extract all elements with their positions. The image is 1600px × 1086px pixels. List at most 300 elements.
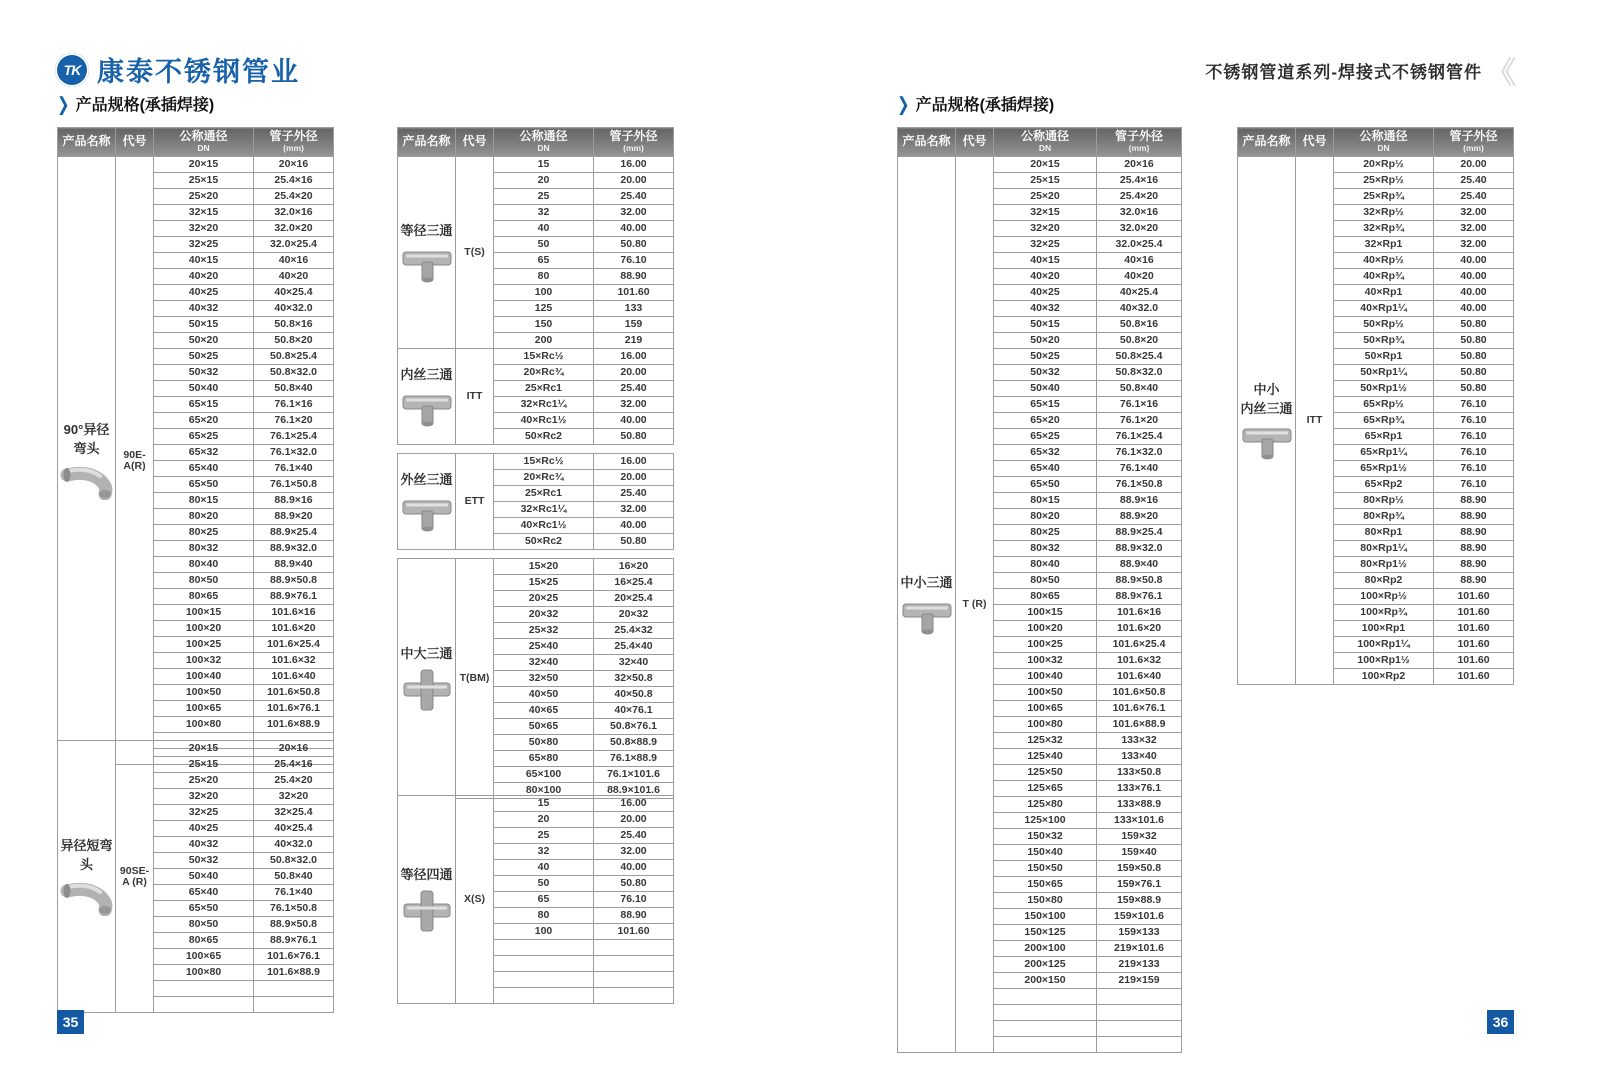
od-cell: 101.6×88.9 [254,965,334,981]
od-cell: 32.00 [1434,221,1514,237]
spec-table [397,348,674,445]
dn-cell: 80×Rp2 [1334,573,1434,589]
dn-cell: 32×50 [494,671,594,687]
dn-cell: 32×40 [494,655,594,671]
od-cell: 76.1×50.8 [254,477,334,493]
dn-cell: 40×25 [154,821,254,837]
dn-cell: 200×125 [994,957,1097,973]
dn-cell: 100×80 [154,717,254,733]
section-title-right: 产品规格(承插焊接) [915,97,1055,114]
od-cell: 40×32.0 [254,837,334,853]
od-cell: 88.9×50.8 [254,573,334,589]
dn-cell: 50×Rp¾ [1334,333,1434,349]
table-row [58,741,334,757]
dn-cell: 100×50 [994,685,1097,701]
od-cell: 40×20 [1097,269,1182,285]
od-cell: 88.9×76.1 [1097,589,1182,605]
od-cell: 40×32.0 [1097,301,1182,317]
table-row [398,454,674,470]
col-code: 代号 [956,128,994,157]
dn-cell: 80×100 [494,783,594,799]
od-cell: 88.9×16 [1097,493,1182,509]
od-cell: 50.8×20 [254,333,334,349]
dn-cell: 65×25 [994,429,1097,445]
dn-cell: 100×80 [154,965,254,981]
dn-cell: 150×80 [994,893,1097,909]
product-name: 中小三通 [900,575,953,591]
od-cell: 76.10 [1434,445,1514,461]
dn-cell: 20×15 [154,157,254,173]
od-cell: 101.6×76.1 [254,949,334,965]
od-cell: 25.40 [594,486,674,502]
brand-name: 康泰不锈钢管业 [97,57,300,87]
od-cell: 25.4×16 [254,757,334,773]
dn-cell: 80×65 [154,589,254,605]
product-name: 等径四通 [400,867,453,883]
od-cell: 88.9×20 [1097,509,1182,525]
dn-cell: 65×50 [154,477,254,493]
dn-cell: 40×32 [154,301,254,317]
dn-cell: 150×100 [994,909,1097,925]
od-cell: 101.60 [1434,605,1514,621]
od-cell: 50.8×20 [1097,333,1182,349]
od-cell: 50.80 [594,237,674,253]
dn-cell: 25×40 [494,639,594,655]
od-cell: 76.10 [1434,429,1514,445]
dn-cell: 80×50 [154,917,254,933]
product-name-cell [1238,157,1296,685]
dn-cell: 200×100 [994,941,1097,957]
series-title: 不锈钢管道系列-焊接式不锈钢管件 [1205,63,1482,82]
od-cell: 50.8×32.0 [1097,365,1182,381]
od-cell [594,956,674,972]
dn-cell: 100×25 [994,637,1097,653]
dn-cell: 100×Rp1 [1334,621,1434,637]
od-cell: 50.8×32.0 [254,853,334,869]
dn-cell: 32 [494,844,594,860]
od-cell: 133 [594,301,674,317]
dn-cell: 100×65 [154,701,254,717]
od-cell: 40×16 [1097,253,1182,269]
od-cell: 40×25.4 [1097,285,1182,301]
dn-cell: 125×32 [994,733,1097,749]
od-cell: 20×16 [1097,157,1182,173]
od-cell: 101.6×88.9 [254,717,334,733]
product-name-cell [398,454,456,550]
od-cell: 16×25.4 [594,575,674,591]
dn-cell: 80 [494,908,594,924]
od-cell: 32.00 [1434,237,1514,253]
od-cell: 50.80 [594,534,674,550]
dn-cell: 25×32 [494,623,594,639]
od-cell: 16.00 [594,796,674,812]
od-cell: 20.00 [594,812,674,828]
dn-cell: 125×65 [994,781,1097,797]
od-cell: 32×40 [594,655,674,671]
dn-cell: 65×40 [154,461,254,477]
dn-cell: 100×Rp1¼ [1334,637,1434,653]
od-cell: 88.90 [594,269,674,285]
section-header-left [57,92,214,115]
dn-cell: 100×15 [994,605,1097,621]
dn-cell: 20 [494,812,594,828]
od-cell: 76.1×50.8 [1097,477,1182,493]
od-cell: 25.4×40 [594,639,674,655]
table-row [898,157,1182,173]
dn-cell: 25 [494,828,594,844]
dn-cell: 20×32 [494,607,594,623]
dn-cell [494,956,594,972]
dn-cell: 50×Rc2 [494,534,594,550]
od-cell: 88.9×25.4 [1097,525,1182,541]
od-cell: 88.9×50.8 [254,917,334,933]
od-cell: 101.6×76.1 [254,701,334,717]
table-row [398,796,674,812]
dn-cell: 32×20 [994,221,1097,237]
dn-cell: 25×Rc1 [494,381,594,397]
od-cell: 76.1×40 [1097,461,1182,477]
product-name-cell [398,796,456,1004]
od-cell: 101.60 [1434,637,1514,653]
od-cell: 76.10 [1434,397,1514,413]
brand-badge-icon: TK [55,53,89,87]
dn-cell: 25×15 [154,173,254,189]
col-od: 管子外径 (mm) [1097,128,1182,157]
product-name: 中小 内丝三通 [1240,382,1293,416]
dn-cell: 32×25 [154,805,254,821]
od-cell: 50.8×32.0 [254,365,334,381]
od-cell: 20×16 [254,157,334,173]
od-cell: 133×40 [1097,749,1182,765]
product-name-cell [58,157,116,765]
dn-cell: 80×20 [994,509,1097,525]
od-cell: 159×40 [1097,845,1182,861]
table-mid-small-tee [897,127,1181,1053]
od-cell: 40.00 [1434,269,1514,285]
col-product-name: 产品名称 [398,128,456,157]
dn-cell: 80×65 [154,933,254,949]
product-name: 外丝三通 [400,472,453,488]
od-cell: 101.6×20 [254,621,334,637]
brand-logo [55,50,300,89]
od-cell: 20×25.4 [594,591,674,607]
dn-cell: 32×20 [154,221,254,237]
od-cell: 32.00 [594,205,674,221]
od-cell: 101.6×20 [1097,621,1182,637]
od-cell: 159×50.8 [1097,861,1182,877]
dn-cell [494,972,594,988]
dn-cell: 200 [494,333,594,349]
product-name-cell [398,157,456,349]
dn-cell: 32×Rp1 [1334,237,1434,253]
dn-cell: 20×15 [154,741,254,757]
dn-cell: 100×Rp1½ [1334,653,1434,669]
product-code-cell: X(S) [456,796,494,1004]
od-cell: 16×20 [594,559,674,575]
od-cell: 76.10 [1434,477,1514,493]
od-cell: 101.6×40 [1097,669,1182,685]
column-header-row [1238,128,1514,157]
table-90deg-reducing-elbow [57,127,333,765]
od-cell [254,981,334,997]
od-cell: 32.0×20 [254,221,334,237]
od-cell: 50.80 [594,429,674,445]
product-code-cell: T (R) [956,157,994,1053]
dn-cell: 100×65 [994,701,1097,717]
dn-cell: 40×Rc1½ [494,518,594,534]
od-cell [594,940,674,956]
dn-cell: 20×Rp½ [1334,157,1434,173]
od-cell: 40.00 [1434,285,1514,301]
col-dn: 公称通径 DN [1334,128,1434,157]
dn-cell: 50×15 [154,317,254,333]
dn-cell: 100×32 [154,653,254,669]
dn-cell: 50×40 [154,869,254,885]
dn-cell: 40×20 [994,269,1097,285]
dn-cell: 32×20 [154,789,254,805]
table-row [398,559,674,575]
col-dn: 公称通径 DN [154,128,254,157]
dn-cell: 15×25 [494,575,594,591]
od-cell: 88.90 [1434,541,1514,557]
dn-cell: 150×125 [994,925,1097,941]
section-header-right [897,92,1054,115]
cross-photo-icon [402,668,452,712]
column-header-row [58,128,334,157]
od-cell: 25.4×20 [254,189,334,205]
dn-cell: 50×40 [154,381,254,397]
dn-cell: 40×15 [154,253,254,269]
dn-cell: 40×32 [994,301,1097,317]
dn-cell: 80×50 [994,573,1097,589]
dn-cell: 50 [494,237,594,253]
dn-cell: 100 [494,285,594,301]
dn-cell: 25×15 [154,757,254,773]
od-cell: 133×76.1 [1097,781,1182,797]
dn-cell: 15 [494,796,594,812]
table-male-thread-tee [397,453,673,550]
od-cell [254,997,334,1013]
dn-cell [494,988,594,1004]
od-cell [594,972,674,988]
tee-photo-icon [1240,422,1294,460]
product-code-cell: ITT [1296,157,1334,685]
od-cell: 32.00 [594,502,674,518]
corner-chevron-icon: 《 [1486,57,1516,90]
od-cell: 101.6×25.4 [1097,637,1182,653]
product-name-cell [398,559,456,799]
dn-cell: 20×25 [494,591,594,607]
dn-cell: 150 [494,317,594,333]
dn-cell: 50×65 [494,719,594,735]
product-name: 等径三通 [400,223,453,239]
elbow-photo-icon [60,462,114,500]
od-cell: 101.6×25.4 [254,637,334,653]
od-cell: 219×101.6 [1097,941,1182,957]
dn-cell: 65×Rp2 [1334,477,1434,493]
col-code: 代号 [116,128,154,157]
table-row [58,157,334,173]
product-code-cell: 90SE- A (R) [116,741,154,1013]
dn-cell: 100×65 [154,949,254,965]
dn-cell: 32×Rc1¼ [494,397,594,413]
od-cell: 32.0×16 [1097,205,1182,221]
dn-cell: 32 [494,205,594,221]
dn-cell [994,1005,1097,1021]
od-cell: 76.1×25.4 [254,429,334,445]
od-cell: 50.8×76.1 [594,719,674,735]
od-cell: 88.9×20 [254,509,334,525]
dn-cell: 80×32 [994,541,1097,557]
od-cell: 101.60 [1434,653,1514,669]
dn-cell: 15×Rc½ [494,454,594,470]
od-cell: 88.9×32.0 [1097,541,1182,557]
dn-cell: 65×Rp¾ [1334,413,1434,429]
dn-cell: 65×20 [994,413,1097,429]
dn-cell: 50×20 [154,333,254,349]
dn-cell: 80×25 [154,525,254,541]
od-cell: 20.00 [594,173,674,189]
dn-cell: 40×Rp¾ [1334,269,1434,285]
dn-cell: 40×Rc1½ [494,413,594,429]
od-cell: 32.0×20 [1097,221,1182,237]
od-cell: 25.4×32 [594,623,674,639]
od-cell: 133×50.8 [1097,765,1182,781]
od-cell: 16.00 [594,454,674,470]
od-cell: 101.6×16 [1097,605,1182,621]
table-row [398,157,674,173]
dn-cell: 80×15 [154,493,254,509]
spec-table [397,453,674,550]
od-cell: 88.9×76.1 [254,933,334,949]
tee-photo-icon [400,245,454,283]
od-cell: 50.8×16 [1097,317,1182,333]
od-cell: 88.9×40 [254,557,334,573]
dn-cell: 125×100 [994,813,1097,829]
dn-cell: 50×32 [154,365,254,381]
page-number-right: 36 [1487,1010,1514,1034]
dn-cell: 50×32 [154,853,254,869]
od-cell: 32×25.4 [254,805,334,821]
od-cell: 76.1×40 [254,885,334,901]
product-name-cell [58,741,116,1013]
od-cell: 133×32 [1097,733,1182,749]
dn-cell: 65×40 [994,461,1097,477]
dn-cell: 25×Rc1 [494,486,594,502]
col-od: 管子外径 (mm) [594,128,674,157]
dn-cell: 32×Rp½ [1334,205,1434,221]
od-cell: 16.00 [594,157,674,173]
col-od: 管子外径 (mm) [1434,128,1514,157]
column-header-row [398,128,674,157]
od-cell: 101.6×50.8 [254,685,334,701]
od-cell: 76.1×32.0 [1097,445,1182,461]
dn-cell [154,997,254,1013]
od-cell: 88.9×50.8 [1097,573,1182,589]
dn-cell: 150×40 [994,845,1097,861]
od-cell: 40×16 [254,253,334,269]
dn-cell: 25 [494,189,594,205]
od-cell: 76.1×16 [1097,397,1182,413]
od-cell: 16.00 [594,349,674,365]
spec-table [397,795,674,1004]
table-mid-large-tee [397,558,673,799]
dn-cell: 100×Rp¾ [1334,605,1434,621]
dn-cell: 32×15 [994,205,1097,221]
od-cell: 76.1×16 [254,397,334,413]
od-cell [1097,1037,1182,1053]
dn-cell: 80×20 [154,509,254,525]
dn-cell: 80×15 [994,493,1097,509]
spec-table [57,740,334,1013]
od-cell: 76.1×101.6 [594,767,674,783]
dn-cell: 100×15 [154,605,254,621]
od-cell: 50.8×88.9 [594,735,674,751]
od-cell: 32.00 [1434,205,1514,221]
od-cell: 159×101.6 [1097,909,1182,925]
dn-cell: 80 [494,269,594,285]
cross-photo-icon [402,889,452,933]
spec-table [1237,127,1514,685]
od-cell: 101.6×76.1 [1097,701,1182,717]
od-cell [1097,989,1182,1005]
product-code-cell: 90E- A(R) [116,157,154,765]
dn-cell: 100×25 [154,637,254,653]
section-arrow-icon: ❯ [897,93,910,115]
od-cell: 25.40 [1434,173,1514,189]
od-cell: 133×101.6 [1097,813,1182,829]
od-cell: 219 [594,333,674,349]
dn-cell: 25×20 [154,773,254,789]
product-code-cell: T(BM) [456,559,494,799]
dn-cell: 40×65 [494,703,594,719]
od-cell: 101.6×32 [1097,653,1182,669]
od-cell: 88.90 [1434,509,1514,525]
od-cell: 32.0×25.4 [1097,237,1182,253]
elbow-photo-icon [60,878,114,916]
od-cell: 25.4×20 [254,773,334,789]
od-cell: 50.80 [1434,381,1514,397]
product-name: 内丝三通 [400,367,453,383]
dn-cell: 50×Rp½ [1334,317,1434,333]
dn-cell: 40×Rp1¼ [1334,301,1434,317]
dn-cell: 65×50 [994,477,1097,493]
od-cell: 20.00 [594,470,674,486]
dn-cell: 40 [494,221,594,237]
dn-cell: 50×Rp1½ [1334,381,1434,397]
dn-cell: 40×Rp1 [1334,285,1434,301]
od-cell: 50.8×40 [1097,381,1182,397]
col-code: 代号 [1296,128,1334,157]
od-cell: 76.10 [594,253,674,269]
od-cell: 88.9×101.6 [594,783,674,799]
dn-cell: 65×32 [154,445,254,461]
dn-cell: 20×Rc¾ [494,365,594,381]
dn-cell: 50×15 [994,317,1097,333]
tee-photo-icon [400,389,454,427]
od-cell: 40.00 [594,860,674,876]
dn-cell [154,981,254,997]
od-cell: 40.00 [1434,301,1514,317]
dn-cell: 65×15 [154,397,254,413]
dn-cell: 80×Rp1¼ [1334,541,1434,557]
dn-cell: 200×150 [994,973,1097,989]
dn-cell: 80×32 [154,541,254,557]
od-cell: 40×76.1 [594,703,674,719]
dn-cell: 32×15 [154,205,254,221]
od-cell: 50.80 [1434,349,1514,365]
od-cell: 40×25.4 [254,821,334,837]
